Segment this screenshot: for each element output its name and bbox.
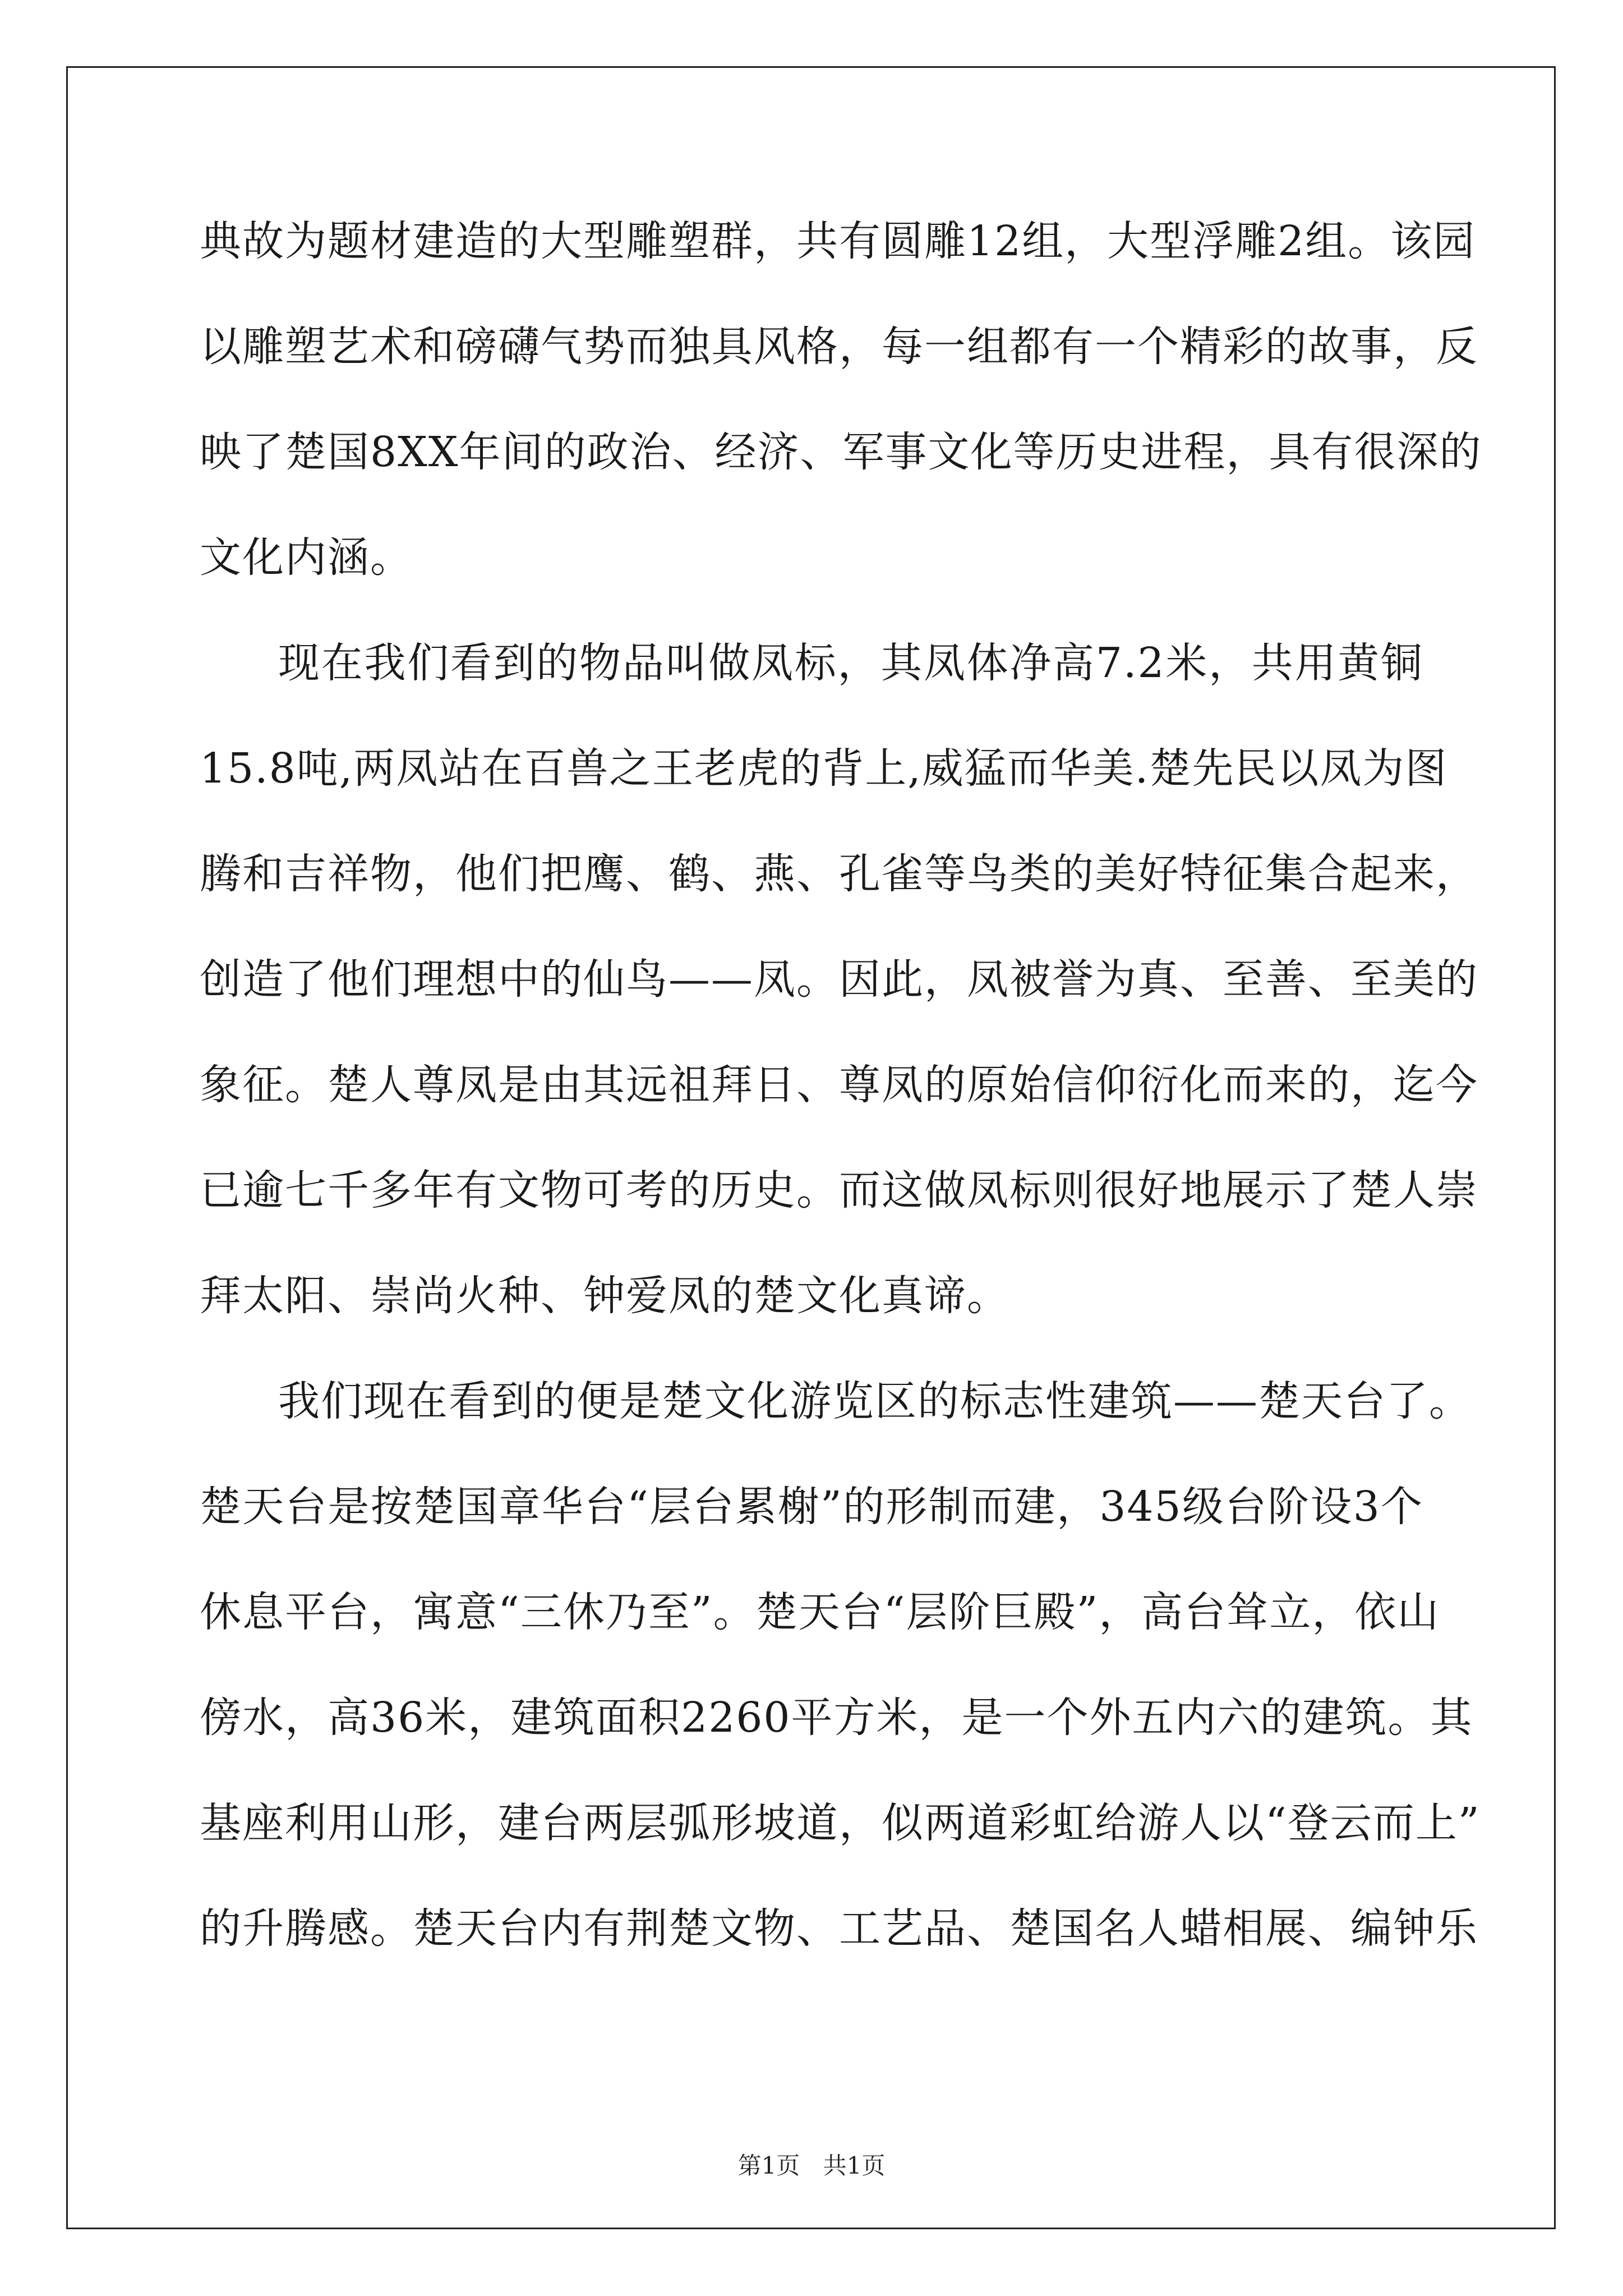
paragraph-2 — [200, 635, 1478, 1373]
text-line: 傍水，高36米，建筑面积2260平方米，是一个外五内六的建筑。其 — [200, 1694, 1473, 1742]
paragraph-1 — [200, 213, 1482, 635]
text-line: 拜太阳、崇尚火种、钟爱凤的楚文化真谛。 — [200, 1272, 1009, 1320]
text-line: 映了楚国8XX年间的政治、经济、军事文化等历史进程，具有很深的 — [200, 428, 1482, 476]
text-line: 15.8吨,两凤站在百兽之王老虎的背上,威猛而华美.楚先民以凤为图 — [200, 744, 1448, 793]
text-line: 现在我们看到的物品叫做凤标，其凤体净高7.2米，共用黄铜 — [278, 639, 1423, 687]
text-line: 典故为题材建造的大型雕塑群，共有圆雕12组，大型浮雕2组。该园 — [200, 217, 1476, 265]
page-total: 共1页 — [823, 2152, 886, 2179]
text-line: 腾和吉祥物，他们把鹰、鹤、燕、孔雀等鸟类的美好特征集合起来， — [200, 850, 1478, 898]
document-body — [200, 213, 1482, 2006]
text-line: 以雕塑艺术和磅礴气势而独具风格，每一组都有一个精彩的故事，反 — [200, 323, 1478, 371]
text-line: 象征。楚人尊凤是由其远祖拜日、尊凤的原始信仰衍化而来的，迄今 — [200, 1061, 1478, 1109]
page-number: 第1页 — [737, 2152, 800, 2179]
text-line: 文化内涵。 — [200, 533, 413, 582]
text-line: 基座利用山形，建台两层弧形坡道，似两道彩虹给游人以“登云而上” — [200, 1799, 1481, 1847]
text-line: 已逾七千多年有文物可考的历史。而这做凤标则很好地展示了楚人崇 — [200, 1166, 1478, 1214]
text-line: 休息平台，寓意“三休乃至”。楚天台“层阶巨殿”，高台耸立，依山 — [200, 1588, 1440, 1636]
page-footer — [0, 2147, 1623, 2181]
text-line: 楚天台是按楚国章华台“层台累榭”的形制而建，345级台阶设3个 — [200, 1483, 1423, 1531]
paragraph-3 — [200, 1373, 1481, 2006]
text-line: 的升腾感。楚天台内有荆楚文物、工艺品、楚国名人蜡相展、编钟乐 — [200, 1904, 1478, 1953]
text-line: 创造了他们理想中的仙鸟——凤。因此，凤被誉为真、至善、至美的 — [200, 955, 1478, 1004]
text-line: 我们现在看到的便是楚文化游览区的标志性建筑——楚天台了。 — [278, 1377, 1472, 1425]
